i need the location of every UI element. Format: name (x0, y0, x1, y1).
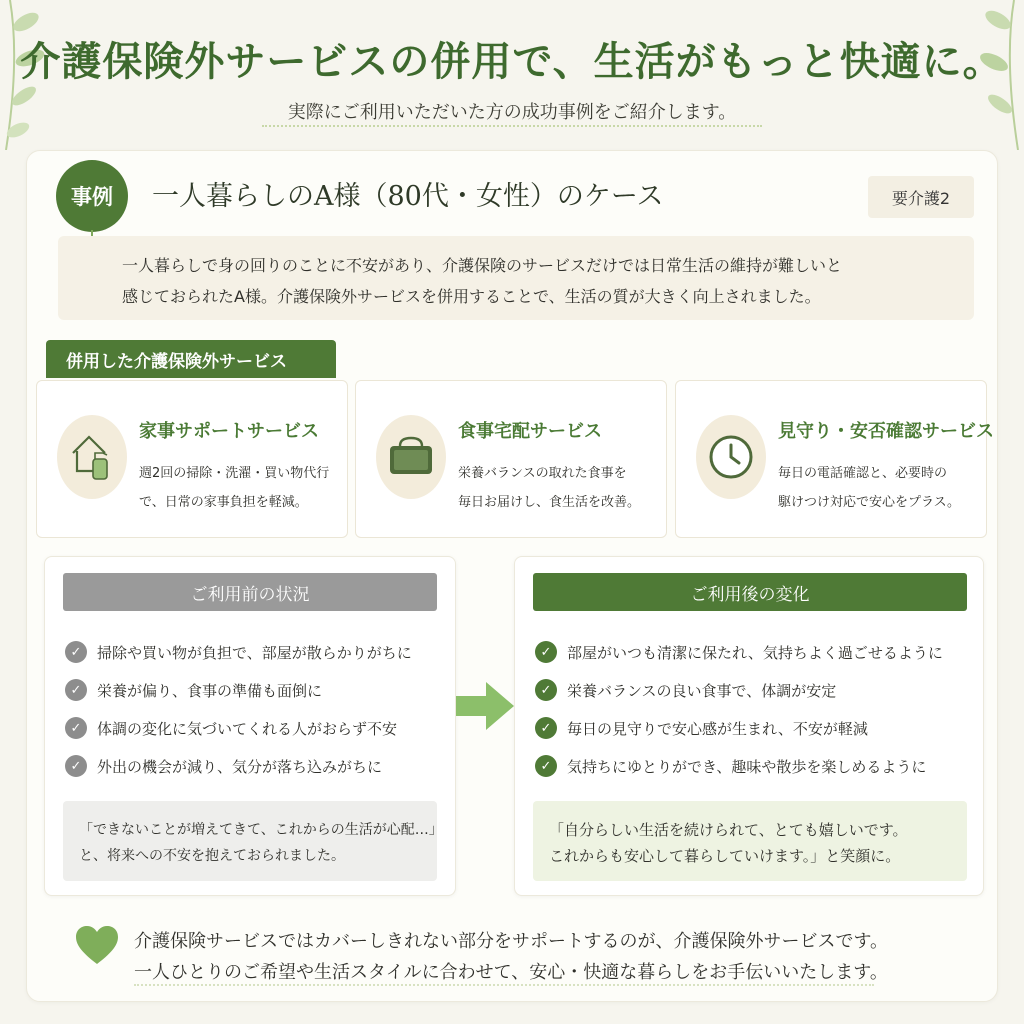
check-circle-icon: ✓ (65, 755, 87, 777)
list-item (65, 709, 412, 747)
after-panel (514, 556, 984, 896)
list-item-text: 栄養バランスの良い食事で、体調が安定 (567, 681, 837, 700)
service-card-housework (36, 380, 348, 538)
case-intro-line: 感じておられたA様。介護保険外サービスを併用することで、生活の質が大きく向上されました。 (122, 287, 821, 306)
service-title: 家事サポートサービス (139, 421, 319, 442)
heart-icon (74, 924, 120, 966)
before-panel (44, 556, 456, 896)
check-circle-icon: ✓ (535, 641, 557, 663)
case-title: 一人暮らしのA様（80代・女性）のケース (152, 181, 664, 212)
footer-line: 介護保険サービスではカバーしきれない部分をサポートするのが、介護保険外サービスです。 (134, 931, 889, 952)
list-item (65, 747, 412, 785)
list-item (535, 709, 943, 747)
case-intro-line: 一人暮らしで身の回りのことに不安があり、介護保険のサービスだけでは日常生活の維持が難しいと (122, 256, 843, 275)
list-item-text: 部屋がいつも清潔に保たれ、気持ちよく過ごせるように (567, 643, 943, 662)
service-card-watch (675, 380, 994, 538)
check-circle-icon: ✓ (65, 717, 87, 739)
footer-line: 一人ひとりのご希望や生活スタイルに合わせて、安心・快適な暮らしをお手伝いいたします。 (134, 962, 888, 983)
arrow-right-icon (456, 680, 516, 732)
list-item (535, 747, 943, 785)
quote-line: 「できないことが増えてきて、これからの生活が心配…」 (79, 822, 443, 838)
service-card-meal (355, 380, 667, 538)
list-item-text: 体調の変化に気づいてくれる人がおらず不安 (97, 719, 398, 738)
check-circle-icon: ✓ (535, 755, 557, 777)
check-circle-icon: ✓ (535, 717, 557, 739)
list-item-text: 毎日の見守りで安心感が生まれ、不安が軽減 (567, 719, 868, 738)
service-desc-line: 週2回の掃除・洗濯・買い物代行 (139, 466, 330, 481)
footer-underline (134, 984, 874, 986)
clock-icon (696, 415, 766, 499)
service-desc-line: 駆けつけ対応で安心をプラス。 (778, 495, 961, 510)
quote-line: これからも安心して暮らしていけます。」と笑顔に。 (549, 847, 901, 865)
before-quote (63, 801, 443, 881)
footer-message (134, 926, 888, 988)
service-desc-line: 毎日の電話確認と、必要時の (778, 466, 948, 481)
service-desc-line: で、日常の家事負担を軽減。 (139, 495, 308, 510)
list-item-text: 気持ちにゆとりができ、趣味や散歩を楽しめるように (567, 757, 927, 776)
house-spray-icon (57, 415, 127, 499)
after-quote (533, 801, 967, 881)
care-level-badge: 要介護2 (868, 176, 974, 218)
list-item (535, 671, 943, 709)
service-description (139, 459, 344, 517)
service-description (458, 459, 663, 517)
quote-line: と、将来への不安を抱えておられました。 (79, 848, 345, 864)
service-title: 食事宅配サービス (458, 421, 602, 442)
list-item (65, 671, 412, 709)
meal-box-icon (376, 415, 446, 499)
service-desc-line: 栄養バランスの取れた食事を (458, 466, 627, 481)
before-panel-header: ご利用前の状況 (63, 573, 437, 611)
check-circle-icon: ✓ (535, 679, 557, 701)
check-circle-icon: ✓ (65, 679, 87, 701)
service-title: 見守り・安否確認サービス (778, 421, 994, 442)
page-title: 介護保険外サービスの併用で、生活がもっと快適に。 (20, 38, 1004, 85)
quote-line: 「自分らしい生活を続けられて、とても嬉しいです。 (549, 821, 908, 839)
service-desc-line: 毎日お届けし、食生活を改善。 (458, 495, 641, 510)
after-panel-header: ご利用後の変化 (533, 573, 967, 611)
service-description (778, 459, 983, 517)
list-item (535, 633, 943, 671)
before-list (65, 633, 412, 785)
services-section-label: 併用した介護保険外サービス (46, 340, 336, 378)
list-item-text: 外出の機会が減り、気分が落ち込みがちに (97, 757, 383, 776)
case-badge: 事例 (56, 160, 128, 232)
after-list (535, 633, 943, 785)
list-item-text: 栄養が偏り、食事の準備も面倒に (97, 681, 323, 700)
list-item-text: 掃除や買い物が負担で、部屋が散らかりがちに (97, 643, 412, 662)
list-item (65, 633, 412, 671)
case-intro (58, 236, 974, 320)
page-subtitle: 実際にご利用いただいた方の成功事例をご紹介します。 (287, 102, 737, 123)
check-circle-icon: ✓ (65, 641, 87, 663)
subtitle-underline (262, 125, 762, 127)
